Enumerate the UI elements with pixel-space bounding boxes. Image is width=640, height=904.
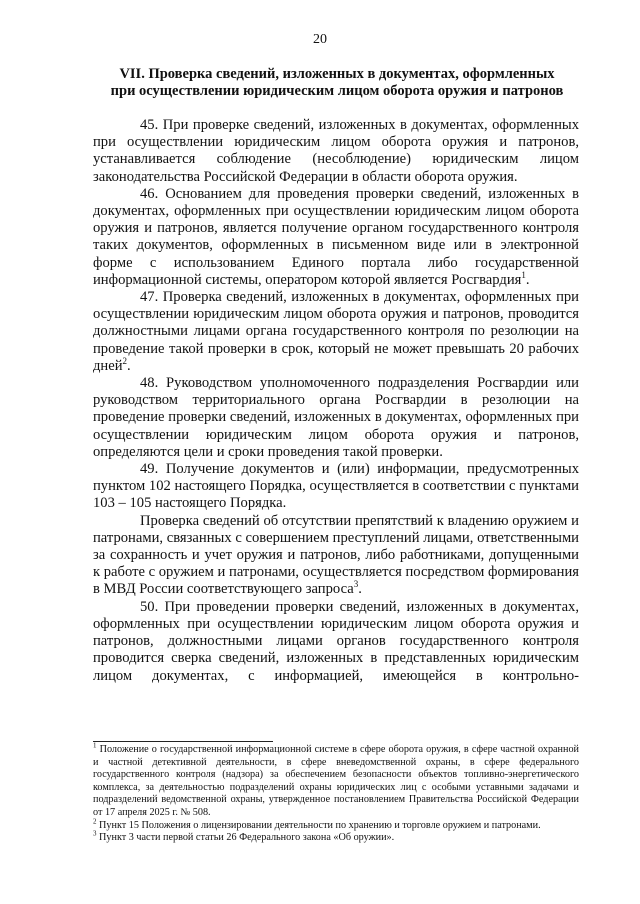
section-title xyxy=(92,66,582,100)
section-title-line-1: VII. Проверка сведений, изложенных в документах, оформленных xyxy=(119,66,555,82)
paragraph-47: 47. Проверка сведений, изложенных в документах, оформленных при осуществлении юридическим лицом оборота оружия и патронов, проводится должностными лицами органа государственного контроля по резолюции на проведение такой проверки в срок, который не может превышать 20 рабочих дней$^2$. xyxy=(93,289,579,374)
footnote-3: $^3$ Пункт 3 части первой статьи 26 Федерального закона «Об оружии». xyxy=(93,829,395,844)
footnote-2: $^2$ Пункт 15 Положения о лицензировании деятельности по хранению и торговле оружием и патронами. xyxy=(93,817,541,831)
paragraph-46: 46. Основанием для проведения проверки сведений, изложенных в документах, оформленных при осуществлении юридическим лицом оборота оружия и патронов, является получение органом государственного контроля таких документов, оформленных в письменном виде или в электронной форме с использованием Единого портала либо государственной информационной системы, оператором которой является Росгвардия$^1$. xyxy=(93,185,579,288)
footnote-1: $^1$ Положение о государственной информационной системе в сфере оборота оружия, в сфере частной охранной и частной детективной деятельности, в сфере вневедомственной охраны, в сфере федерального государственного контроля (надзора) за обеспечением безопасности объектов топливно-энергетического комплекса, за деятельностью подразделений охраны юридических лиц с особыми уставными задачами и подразделений ведомственной охраны, утвержденное постановлением Правительства Российской Федерации от 17 апреля 2025 г. № 508. xyxy=(93,741,580,818)
footnote-ref-1: 1 xyxy=(521,269,526,280)
paragraph-50: 50. При проведении проверки сведений, изложенных в документах, оформленных при осуществлении юридическим лицом оборота оружия и патронов, должностными лицами органов государственного контроля проводится сверка сведений, изложенных в представленных юридическим лицом документах, с информацией, имеющейся в контрольно- xyxy=(93,598,579,684)
paragraph-45: 45. При проверке сведений, изложенных в документах, оформленных при осуществлении юридическим лицом оборота оружия и патронов, устанавливается соблюдение (несоблюдение) юридическим лицом законодательства Российской Федерации в области оборота оружия. xyxy=(93,117,579,185)
paragraph-49-continued: Проверка сведений об отсутствии препятствий к владению оружием и патронами, связанных с совершением преступлений лицами, ответственными за сохранность и учет оружия и патронов, либо работниками, допущенными к работе с оружием и патронами, осуществляется посредством формирования в МВД России соответствующего запроса$^3$. xyxy=(93,512,579,598)
footnotes xyxy=(93,741,580,845)
paragraph-48: 48. Руководством уполномоченного подразделения Росгвардии или руководством территориального органа Росгвардии в резолюции на проведение проверки сведений, изложенных в документах, оформленных при осуществлении юридическим лицом оборота оружия и патронов, определяются цели и сроки проведения такой проверки. xyxy=(93,375,579,460)
paragraph-49: 49. Получение документов и (или) информации, предусмотренных пунктом 102 настоящего Порядка, осуществляется в соответствии с пунктами 103 – 105 настоящего Порядка. xyxy=(93,461,579,512)
page-number: 20 xyxy=(313,32,327,47)
footnote-divider xyxy=(93,741,273,742)
document-body xyxy=(93,117,579,685)
section-title-line-2: при осуществлении юридическим лицом оборота оружия и патронов xyxy=(110,83,564,99)
footnote-ref-2: 2 xyxy=(122,355,128,366)
footnote-ref-3: 3 xyxy=(353,579,359,590)
